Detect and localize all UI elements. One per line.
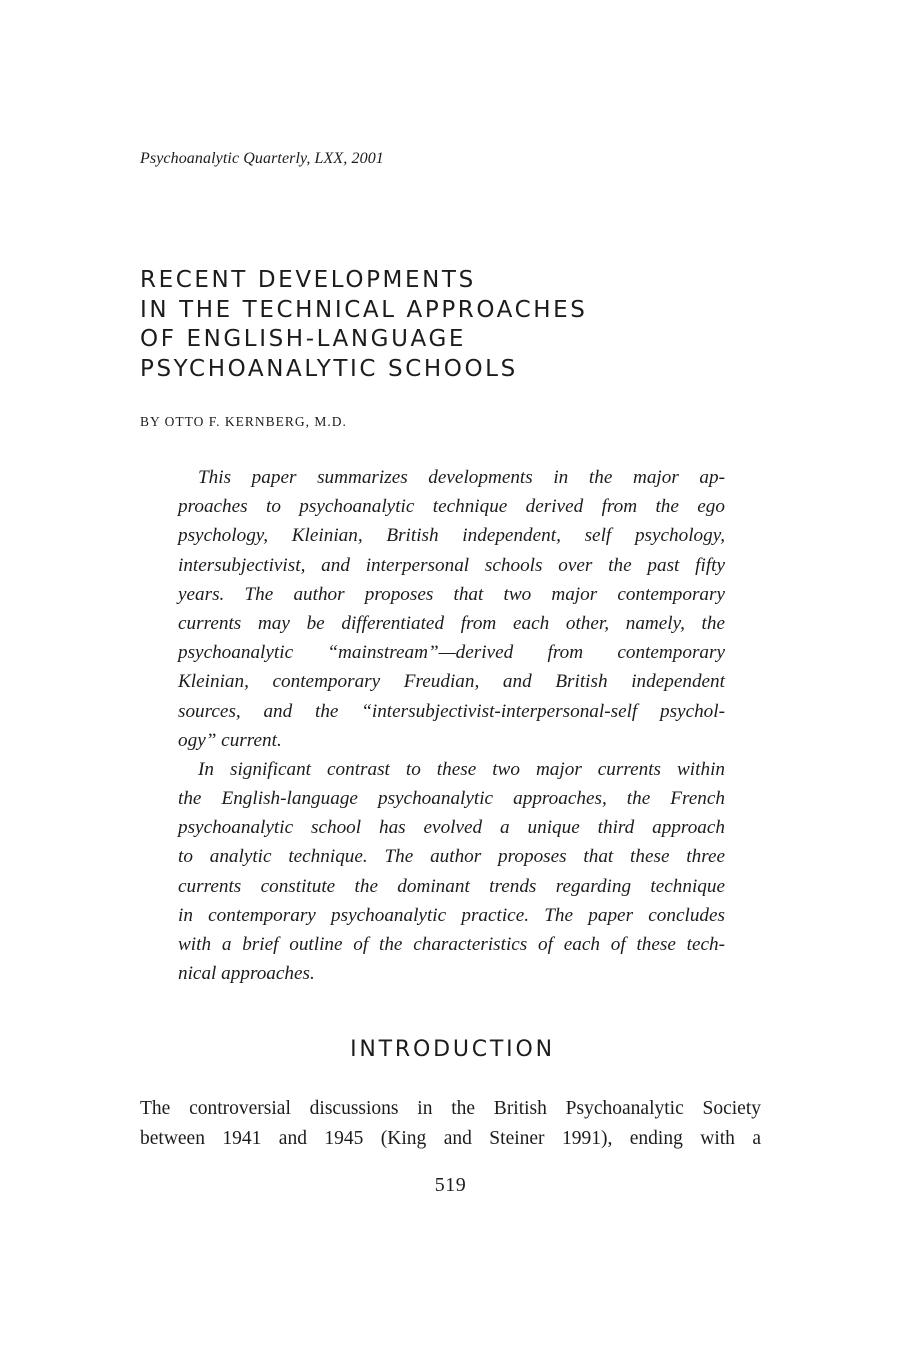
body-line: The controversial discussions in the British Psychoanalytic Society <box>140 1098 761 1119</box>
abstract-line: This paper summarizes developments in the major ap- <box>198 467 725 488</box>
abstract-line: to analytic technique. The author proposes that these three <box>178 846 725 868</box>
abstract-line: Kleinian, contemporary Freudian, and British independent <box>178 671 725 693</box>
title-line: RECENT DEVELOPMENTS <box>140 267 476 293</box>
abstract-line: currents constitute the dominant trends regarding technique <box>178 875 725 897</box>
abstract-line: psychoanalytic “mainstream”—derived from contemporary <box>178 642 725 664</box>
abstract-line: sources, and the “intersubjectivist-interpersonal-self psychol- <box>178 700 725 722</box>
abstract-line: the English-language psychoanalytic approaches, the French <box>178 788 725 810</box>
running-head: Psychoanalytic Quarterly, LXX, 2001 <box>140 150 384 167</box>
section-heading-introduction: INTRODUCTION <box>350 1037 555 1062</box>
abstract-line: intersubjectivist, and interpersonal schools over the past fifty <box>178 554 725 576</box>
article-title <box>140 266 588 384</box>
title-line: IN THE TECHNICAL APPROACHES <box>140 296 588 323</box>
abstract-line: in contemporary psychoanalytic practice. The paper concludes <box>178 904 725 926</box>
abstract-paragraph-2 <box>178 755 725 989</box>
body-line: between 1941 and 1945 (King and Steiner 1991), ending with a <box>140 1127 761 1149</box>
abstract-line: years. The author proposes that two major contemporary <box>178 583 725 605</box>
abstract-line: with a brief outline of the characteristics of each of these tech- <box>178 934 725 955</box>
title-line: PSYCHOANALYTIC SCHOOLS <box>140 355 518 382</box>
page-number: 519 <box>434 1174 467 1196</box>
author-byline: BY OTTO F. KERNBERG, M.D. <box>140 414 347 429</box>
abstract-line: In significant contrast to these two major currents within <box>198 758 725 780</box>
abstract-line: nical approaches. <box>178 963 315 985</box>
abstract <box>178 463 725 988</box>
body-text <box>140 1094 761 1153</box>
abstract-line: psychology, Kleinian, British independent, self psychology, <box>178 525 725 547</box>
abstract-line: psychoanalytic school has evolved a unique third approach <box>178 817 725 839</box>
abstract-paragraph-1 <box>178 463 725 755</box>
title-line: OF ENGLISH-LANGUAGE <box>140 326 467 352</box>
abstract-line: ogy” current. <box>178 729 282 751</box>
abstract-line: currents may be differentiated from each other, namely, the <box>178 612 725 634</box>
abstract-line: proaches to psychoanalytic technique derived from the ego <box>178 496 725 518</box>
